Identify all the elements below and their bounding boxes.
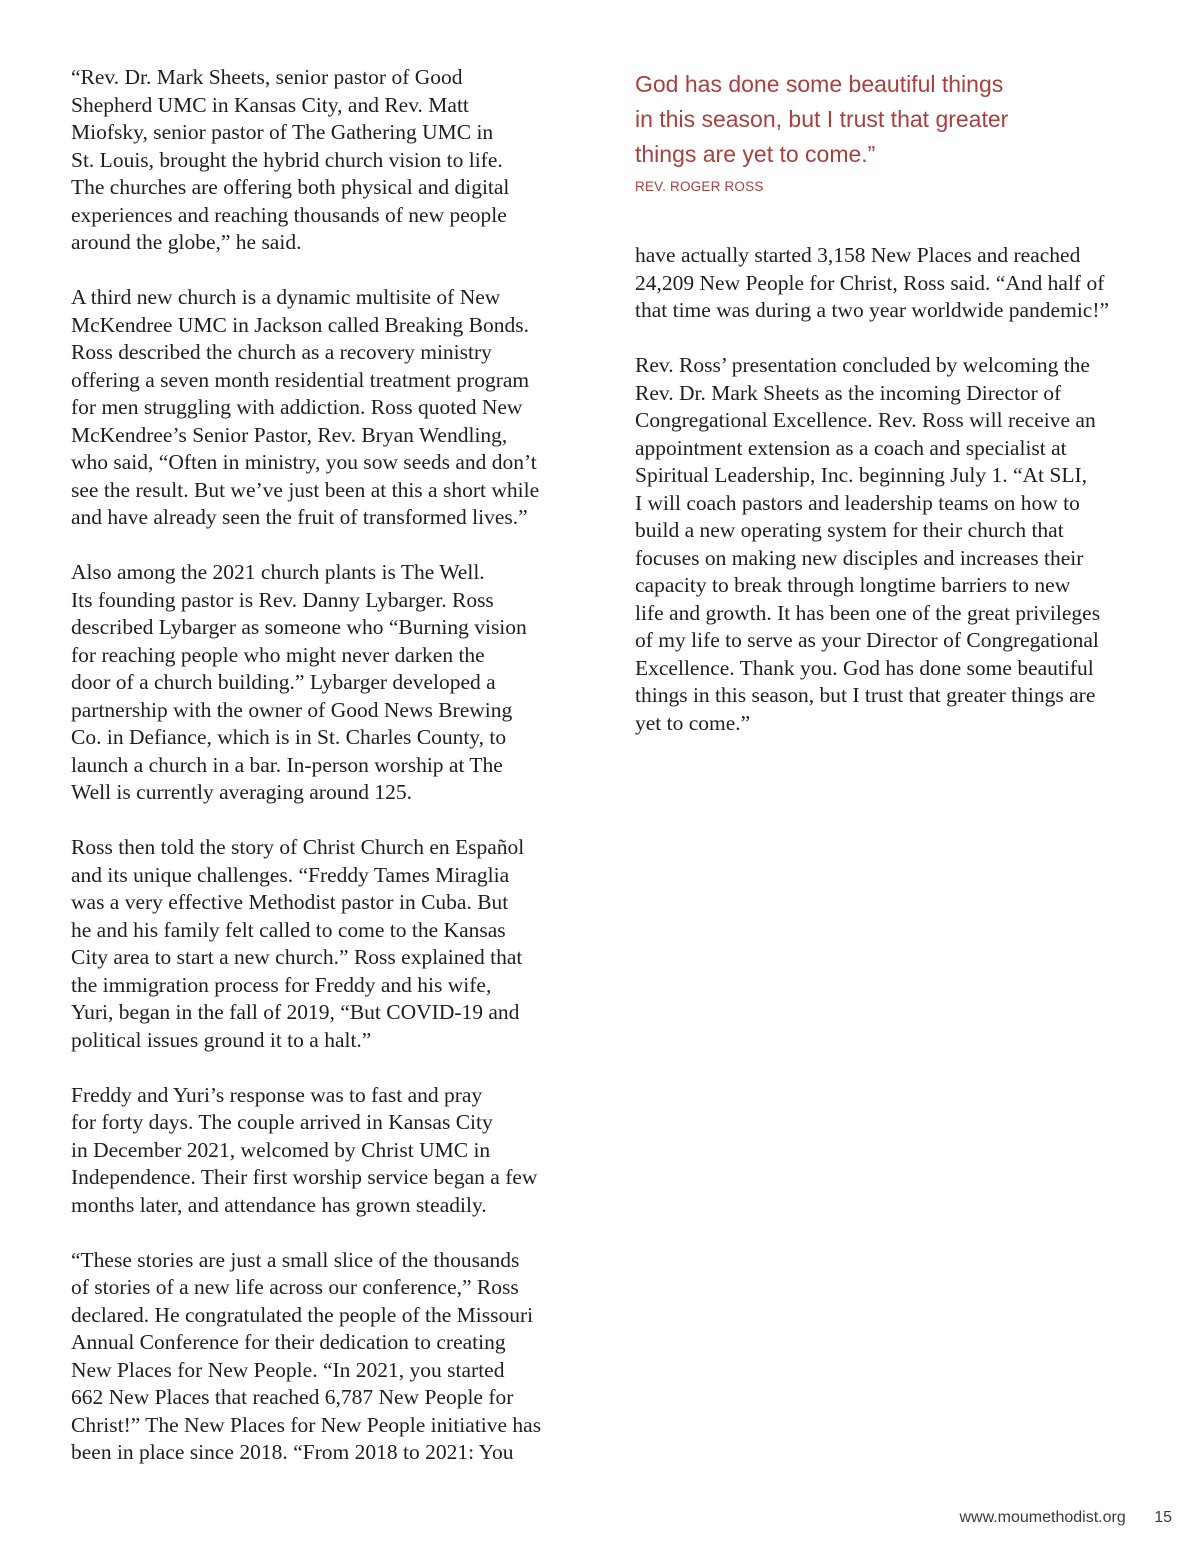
- pull-quote-text: God has done some beautiful things in this season, but I trust that greater things are yet to come.”: [635, 71, 1009, 167]
- article-paragraph: “These stories are just a small slice of the thousands of stories of a new life across our conference,” Ross declared. He congratulated the people of the Missouri Annual Conference for their dedication to creating New Places for New People. “In 2021, you started 662 New Places that reached 6,787 New People for Christ!” The New Places for New People initiative has been in place since 2018. “From 2018 to 2021: You: [71, 1247, 542, 1464]
- right-column-body: [635, 242, 1145, 765]
- right-column: [635, 64, 1145, 735]
- left-column: [71, 64, 571, 1494]
- pull-quote-attribution: REV. ROGER ROSS: [635, 179, 764, 194]
- footer-url[interactable]: www.moumethodist.org: [959, 1509, 1126, 1526]
- article-paragraph: have actually started 3,158 New Places and reached 24,209 New People for Christ, Ross said. “And half of that time was during a two year worldwide pandemic!”: [635, 243, 1110, 322]
- article-paragraph: Ross then told the story of Christ Church en Español and its unique challenges. “Freddy Tames Miraglia was a very effective Methodist pastor in Cuba. But he and his family felt called to come to the Kansas City area to start a new church.” Ross explained that the immigration process for Freddy and his wife, Yuri, began in the fall of 2019, “But COVID-19 and political issues ground it to a halt.”: [71, 835, 525, 1052]
- article-paragraph: Rev. Ross’ presentation concluded by welcoming the Rev. Dr. Mark Sheets as the incoming Director of Congregational Excellence. Rev. Ross will receive an appointment extension as a coach and specialist at Spiritual Leadership, Inc. beginning July 1. “At SLI, I will coach pastors and leadership teams on how to build a new operating system for their church that focuses on making new disciples and increases their capacity to break through longtime barriers to new life and growth. It has been one of the great privileges of my life to serve as your Director of Congregational Excellence. Thank you. God has done some beautiful things in this season, but I trust that greater things are yet to come.”: [635, 353, 1101, 735]
- article-paragraph: “Rev. Dr. Mark Sheets, senior pastor of Good Shepherd UMC in Kansas City, and Rev. Matt Miofsky, senior pastor of The Gathering UMC in St. Louis, brought the hybrid church vision to life. The churches are offering both physical and digital experiences and reaching thousands of new people around the globe,” he said.: [71, 65, 510, 254]
- article-paragraph: A third new church is a dynamic multisite of New McKendree UMC in Jackson called Breaking Bonds. Ross described the church as a recovery ministry offering a seven month residential treatment program for men struggling with addiction. Ross quoted New McKendree’s Senior Pastor, Rev. Bryan Wendling, who said, “Often in ministry, you sow seeds and don’t see the result. But we’ve just been at this a short while and have already seen the fruit of transformed lives.”: [71, 285, 540, 529]
- article-paragraph: Also among the 2021 church plants is The Well. Its founding pastor is Rev. Danny Lybarger. Ross described Lybarger as someone who “Burning vision for reaching people who might never darken the door of a church building.” Lybarger developed a partnership with the owner of Good News Brewing Co. in Defiance, which is in St. Charles County, to launch a church in a bar. In-person worship at The Well is currently averaging around 125.: [71, 560, 527, 804]
- page-footer: [959, 1508, 1172, 1528]
- pull-quote: [635, 64, 1145, 196]
- page-number: 15: [1154, 1509, 1172, 1526]
- article-paragraph: Freddy and Yuri’s response was to fast and pray for forty days. The couple arrived in Kansas City in December 2021, welcomed by Christ UMC in Independence. Their first worship service began a few months later, and attendance has grown steadily.: [71, 1082, 538, 1217]
